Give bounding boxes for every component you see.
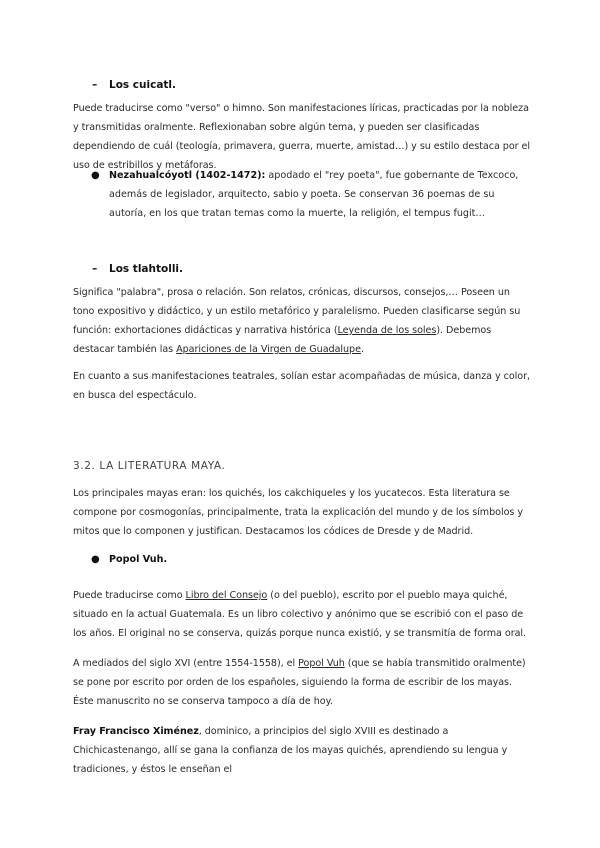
nezahualcoyotl-text: apodado el "rey poeta", fue gobernante de Texcoco, además de legislador, arquitecto, sabio y poeta. Se conservan 36 poemas de su autoría, en los que tratan temas como la muerte, la religión, el tempus fugit… bbox=[109, 170, 519, 219]
tlahtolli-text-b: ). Debemos destacar también las bbox=[73, 325, 492, 355]
nezahualcoyotl-bullet bbox=[109, 166, 529, 223]
leyenda-soles-link[interactable]: Leyenda de los soles bbox=[337, 325, 437, 336]
tlahtolli-text-c: . bbox=[360, 344, 364, 355]
popol-text-a: Puede traducirse como bbox=[73, 590, 186, 601]
ximenez-paragraph bbox=[73, 722, 533, 779]
ximenez-name: Fray Francisco Ximénez bbox=[73, 726, 199, 737]
dash-bullet-icon: – bbox=[92, 263, 98, 275]
maya-paragraph: Los principales mayas eran: los quichés, los cakchiqueles y los yucatecos. Esta literatura se compone por cosmogonías, principalmente, trata la explicación del mundo y de los símbolos y mitos que lo componen y justifican. Destacamos los códices de Dresde y de Madrid. bbox=[73, 488, 523, 537]
popol-text-b: (o del pueblo), escrito por el pueblo maya quiché, situado en la actual Guatemala. Es un libro colectivo y anónimo que se escribió con el paso de los años. El original no se conserva, quizás porque nunca existió, y se transmitía de forma oral. bbox=[73, 590, 527, 639]
cuicatl-heading bbox=[92, 76, 176, 95]
tlahtolli-heading bbox=[92, 260, 183, 279]
popol-vuh-paragraph bbox=[73, 586, 533, 643]
history-text-a: A mediados del siglo XVI (entre 1554-1558), el bbox=[73, 658, 299, 669]
popol-vuh-link[interactable]: Popol Vuh bbox=[298, 658, 345, 669]
bullet-dot-icon: ● bbox=[91, 554, 100, 565]
bullet-dot-icon: ● bbox=[91, 170, 100, 181]
section-title-maya: 3.2. LA LITERATURA MAYA. bbox=[73, 460, 226, 472]
tlahtolli-heading-text: Los tlahtolli. bbox=[109, 263, 184, 275]
apariciones-virgen-link[interactable]: Apariciones de la Virgen de Guadalupe bbox=[176, 344, 361, 355]
popol-vuh-bullet: Popol Vuh. bbox=[109, 554, 168, 565]
cuicatl-heading-text: Los cuicatl. bbox=[109, 79, 177, 91]
nezahualcoyotl-name: Nezahualcóyotl (1402-1472): bbox=[109, 170, 266, 181]
cuicatl-paragraph: Puede traducirse como "verso" o himno. Son manifestaciones líricas, practicadas por la nobleza y transmitidas oralmente. Reflexionaban sobre algún tema, y pueden ser clasificadas dependiendo de cuál (teología, primavera, guerra, muerte, amistad…) y su estilo destaca por el uso de estribillos y metáforas. bbox=[73, 103, 531, 171]
libro-consejo-link[interactable]: Libro del Consejo bbox=[185, 590, 268, 601]
dash-bullet-icon: – bbox=[92, 79, 98, 91]
history-text-b: (que se había transmitido oralmente) se pone por escrito por orden de los españoles, siguiendo la forma de escribir de los mayas. Éste manuscrito no se conserva tampoco a día de hoy. bbox=[73, 658, 526, 707]
tlahtolli-text-a: Significa "palabra", prosa o relación. Son relatos, crónicas, discursos, consejos,… Poseen un tono expositivo y didáctico, y un estilo metafórico y paralelismo. Pueden clasificarse según su función: exhortaciones didácticas y narrativa histórica ( bbox=[73, 287, 521, 336]
tlahtolli-paragraph bbox=[73, 283, 533, 359]
ximenez-text: , dominico, a principios del siglo XVIII es destinado a Chichicastenango, allí se gana la confianza de los mayas quichés, aprendiendo su lengua y tradiciones, y éstos le enseñan el bbox=[73, 726, 508, 775]
popol-vuh-history-paragraph bbox=[73, 654, 533, 711]
tlahtolli-teatro-paragraph: En cuanto a sus manifestaciones teatrales, solían estar acompañadas de música, danza y color, en busca del espectáculo. bbox=[73, 371, 530, 401]
